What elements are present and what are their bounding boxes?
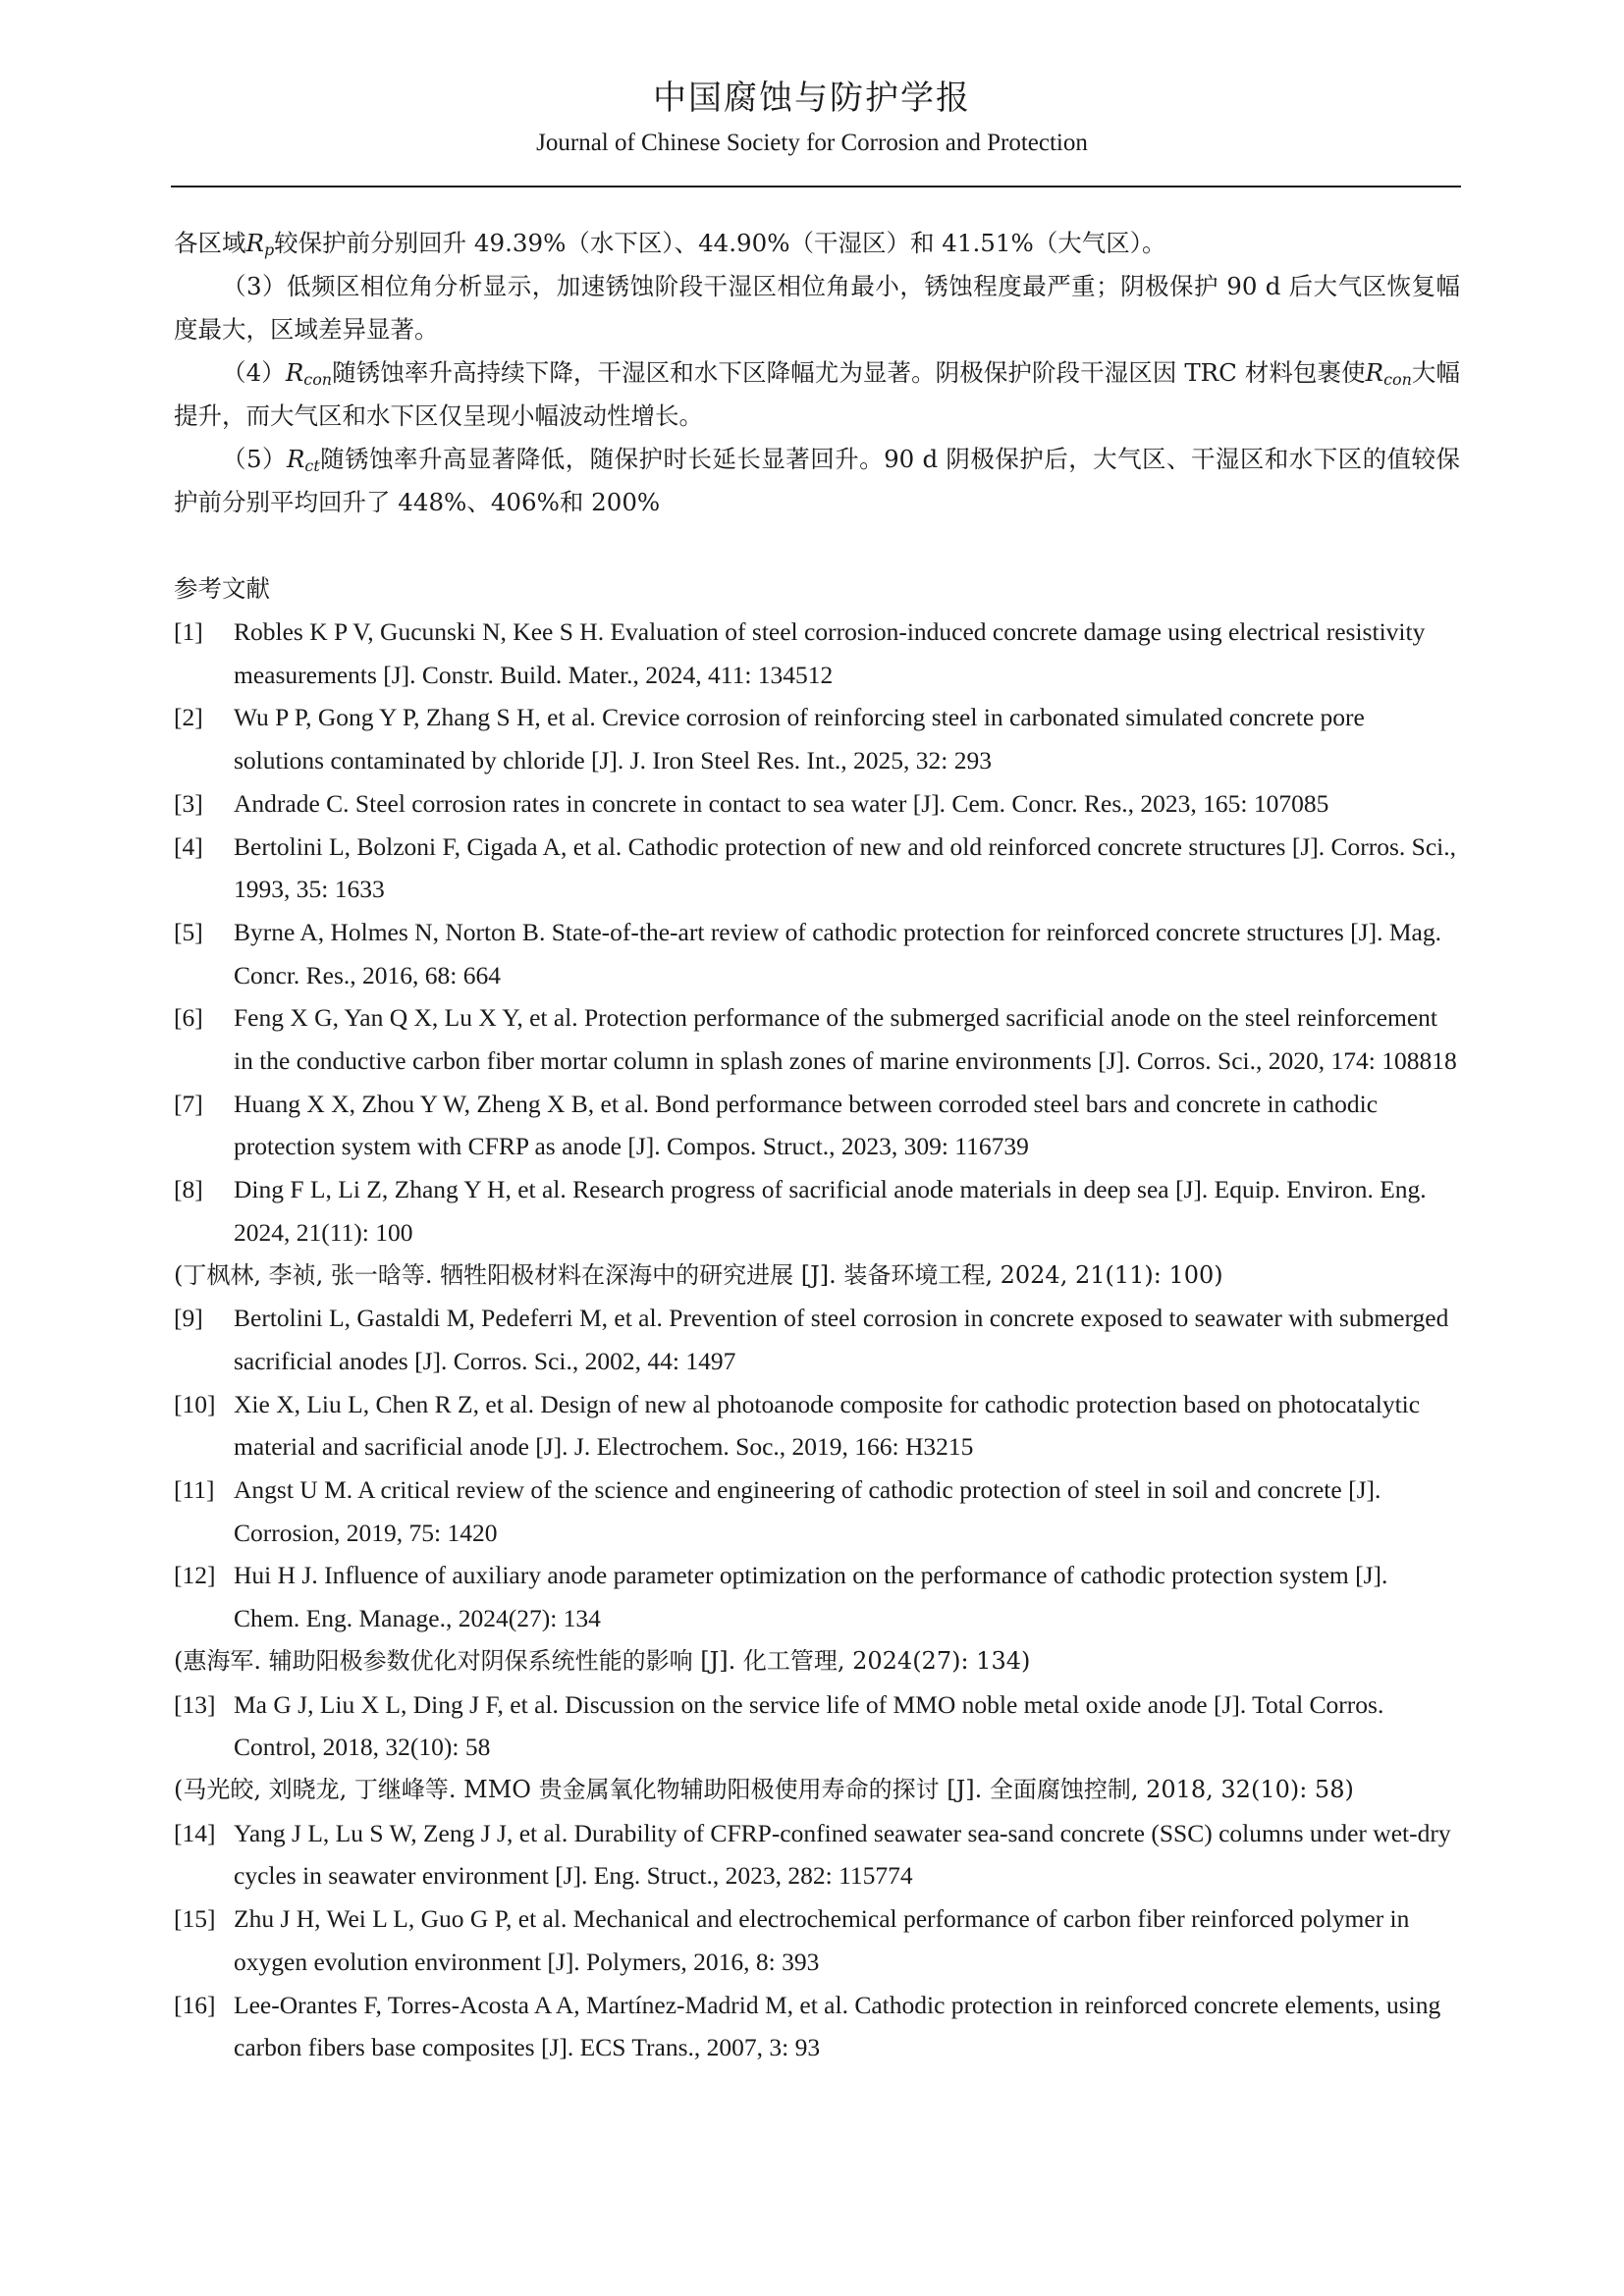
paragraph-text: 随锈蚀率升高显著降低，随保护时长延长显著回升。90 d 阴极保护后，大气区、干湿区和水下区的值较保护前分别平均回升了 448%、406%和 200% bbox=[174, 445, 1460, 516]
paragraph-text: （4） bbox=[222, 358, 286, 387]
reference-item bbox=[174, 1812, 1460, 1897]
reference-item bbox=[174, 1383, 1460, 1468]
reference-item bbox=[174, 1297, 1460, 1382]
reference-text: Robles K P V, Gucunski N, Kee S H. Evaluation of steel corrosion-induced concrete damage using electrical resistivity measurements [J]. Constr. Build. Mater., 2024, 411: 134512 bbox=[234, 617, 1426, 689]
reference-chinese-citation: (丁枫林, 李祯, 张一晗等. 牺牲阳极材料在深海中的研究进展 [J]. 装备环境工程, 2024, 21(11): 100) bbox=[174, 1260, 1223, 1289]
reference-item bbox=[174, 1554, 1460, 1639]
conclusion-paragraph-5 bbox=[174, 438, 1460, 524]
reference-text: Bertolini L, Gastaldi M, Pedeferri M, et al. Prevention of steel corrosion in concrete exposed to seawater with submerged sacrificial anodes [J]. Corros. Sci., 2002, 44: 1497 bbox=[234, 1304, 1449, 1375]
reference-item bbox=[174, 696, 1460, 781]
reference-text: Feng X G, Yan Q X, Lu X Y, et al. Protection performance of the submerged sacrificial anode on the steel reinforcement in the conductive carbon fiber mortar column in splash zones of marine environments [J]. Corros. Sci., 2020, 174: 108818 bbox=[234, 1003, 1457, 1076]
reference-number: [13] bbox=[174, 1689, 216, 1719]
paragraph-text: 随锈蚀率升高持续下降，干湿区和水下区降幅尤为显著。阴极保护阶段干湿区因 TRC 材料包裹使 bbox=[332, 358, 1366, 387]
reference-list bbox=[174, 611, 1460, 2069]
section-spacer bbox=[174, 524, 1460, 567]
symbol-subscript: con bbox=[303, 369, 333, 389]
conclusion-paragraph-3: （3）低频区相位角分析显示，加速锈蚀阶段干湿区相位角最小，锈蚀程度最严重；阴极保护 90 d 后大气区恢复幅度最大，区域差异显著。 bbox=[174, 272, 1460, 344]
symbol-letter: R bbox=[1365, 358, 1384, 387]
reference-text: Angst U M. A critical review of the science and engineering of cathodic protection of steel in soil and concrete [J]. Corrosion, 2019, 75: 1420 bbox=[234, 1475, 1381, 1547]
conclusion-paragraph-rp bbox=[174, 222, 1460, 265]
symbol-rp bbox=[246, 229, 275, 257]
reference-text: Byrne A, Holmes N, Norton B. State-of-the-art review of cathodic protection for reinforced concrete structures [J]. Mag. Concr. Res., 2016, 68: 664 bbox=[234, 917, 1441, 989]
reference-number: [1] bbox=[174, 617, 203, 646]
reference-item bbox=[174, 782, 1460, 826]
reference-number: [9] bbox=[174, 1304, 203, 1333]
symbol-letter: R bbox=[245, 229, 264, 257]
symbol-rct bbox=[287, 445, 320, 473]
paragraph-text: 较保护前分别回升 49.39%（水下区）、44.90%（干湿区）和 41.51%（大气区）。 bbox=[274, 229, 1166, 257]
paragraph-text: 大幅提升，而大气区和水下区仅呈现小幅波动性增长。 bbox=[174, 358, 1461, 430]
references-heading: 参考文献 bbox=[174, 574, 270, 603]
journal-title: 中国腐蚀与防护学报 bbox=[653, 79, 971, 118]
reference-chinese-citation: (惠海军. 辅助阳极参数优化对阴保系统性能的影响 [J]. 化工管理, 2024(27): 134) bbox=[174, 1646, 1031, 1675]
reference-text: Hui H J. Influence of auxiliary anode parameter optimization on the performance of cathodic protection system [J]. Chem. Eng. Manage., 2024(27): 134 bbox=[234, 1561, 1388, 1633]
journal-header bbox=[0, 73, 1624, 161]
page-body bbox=[174, 222, 1460, 2069]
symbol-rcon bbox=[286, 358, 332, 387]
reference-text: Lee-Orantes F, Torres-Acosta A A, Martínez-Madrid M, et al. Cathodic protection in reinforced concrete elements, using carbon fibers base composites [J]. ECS Trans., 2007, 3: 93 bbox=[234, 1990, 1441, 2062]
reference-text: Yang J L, Lu S W, Zeng J J, et al. Durability of CFRP-confined seawater sea-sand concrete (SSC) columns under wet-dry cycles in seawater environment [J]. Eng. Struct., 2023, 282: 115774 bbox=[234, 1818, 1451, 1891]
reference-number: [15] bbox=[174, 1904, 216, 1934]
reference-number: [3] bbox=[174, 788, 203, 818]
paragraph-text: 各区域 bbox=[174, 229, 246, 257]
symbol-letter: R bbox=[286, 445, 305, 473]
reference-text: Ding F L, Li Z, Zhang Y H, et al. Research progress of sacrificial anode materials in deep sea [J]. Equip. Environ. Eng. 2024, 21(11): 100 bbox=[234, 1175, 1427, 1247]
journal-subtitle: Journal of Chinese Society for Corrosion and Protection bbox=[536, 130, 1088, 156]
paragraph-text: （5） bbox=[222, 445, 287, 473]
header-rule bbox=[171, 186, 1461, 187]
reference-text: Wu P P, Gong Y P, Zhang S H, et al. Crevice corrosion of reinforcing steel in carbonated simulated concrete pore solutions contaminated by chloride [J]. J. Iron Steel Res. Int., 2025, 32: 293 bbox=[234, 703, 1365, 775]
reference-text: Bertolini L, Bolzoni F, Cigada A, et al. Cathodic protection of new and old reinforced concrete structures [J]. Corros. Sci., 1993, 35: 1633 bbox=[234, 831, 1457, 904]
reference-number: [11] bbox=[174, 1475, 215, 1505]
reference-text: Andrade C. Steel corrosion rates in concrete in contact to sea water [J]. Cem. Concr. Res., 2023, 165: 107085 bbox=[234, 788, 1329, 818]
symbol-subscript: p bbox=[263, 240, 275, 259]
reference-item bbox=[174, 1984, 1460, 2069]
reference-number: [7] bbox=[174, 1089, 203, 1118]
reference-text: Huang X X, Zhou Y W, Zheng X B, et al. Bond performance between corroded steel bars and concrete in cathodic protection system with CFRP as anode [J]. Compos. Struct., 2023, 309: 116739 bbox=[234, 1089, 1379, 1161]
reference-text: Ma G J, Liu X L, Ding J F, et al. Discussion on the service life of MMO noble metal oxide anode [J]. Total Corros. Control, 2018, 32(10): 58 bbox=[234, 1689, 1384, 1762]
conclusion-paragraph-4 bbox=[174, 351, 1460, 438]
reference-text: Zhu J H, Wei L L, Guo G P, et al. Mechanical and electrochemical performance of carbon fiber reinforced polymer in oxygen evolution environment [J]. Polymers, 2016, 8: 393 bbox=[234, 1904, 1410, 1976]
reference-number: [16] bbox=[174, 1990, 216, 2019]
symbol-rcon bbox=[1366, 358, 1412, 387]
reference-number: [4] bbox=[174, 831, 203, 861]
symbol-letter: R bbox=[285, 358, 304, 387]
reference-number: [6] bbox=[174, 1003, 203, 1033]
reference-number: [10] bbox=[174, 1389, 216, 1418]
reference-item bbox=[174, 826, 1460, 911]
reference-number: [2] bbox=[174, 703, 203, 732]
reference-item bbox=[174, 996, 1460, 1082]
reference-item bbox=[174, 1683, 1460, 1769]
reference-item bbox=[174, 1168, 1460, 1254]
reference-number: [5] bbox=[174, 917, 203, 946]
reference-item bbox=[174, 1897, 1460, 1983]
reference-item bbox=[174, 1468, 1460, 1554]
reference-item bbox=[174, 611, 1460, 696]
reference-item bbox=[174, 1083, 1460, 1168]
reference-number: [12] bbox=[174, 1561, 216, 1590]
reference-text: Xie X, Liu L, Chen R Z, et al. Design of new al photoanode composite for cathodic protection based on photocatalytic material and sacrificial anode [J]. J. Electrochem. Soc., 2019, 166: H3215 bbox=[234, 1389, 1421, 1462]
reference-chinese-citation: (马光皎, 刘晓龙, 丁继峰等. MMO 贵金属氧化物辅助阳极使用寿命的探讨 [J]. 全面腐蚀控制, 2018, 32(10): 58) bbox=[174, 1775, 1354, 1803]
symbol-subscript: con bbox=[1383, 369, 1412, 389]
reference-number: [14] bbox=[174, 1818, 216, 1847]
symbol-subscript: ct bbox=[304, 455, 320, 475]
reference-number: [8] bbox=[174, 1175, 203, 1204]
reference-item bbox=[174, 911, 1460, 996]
